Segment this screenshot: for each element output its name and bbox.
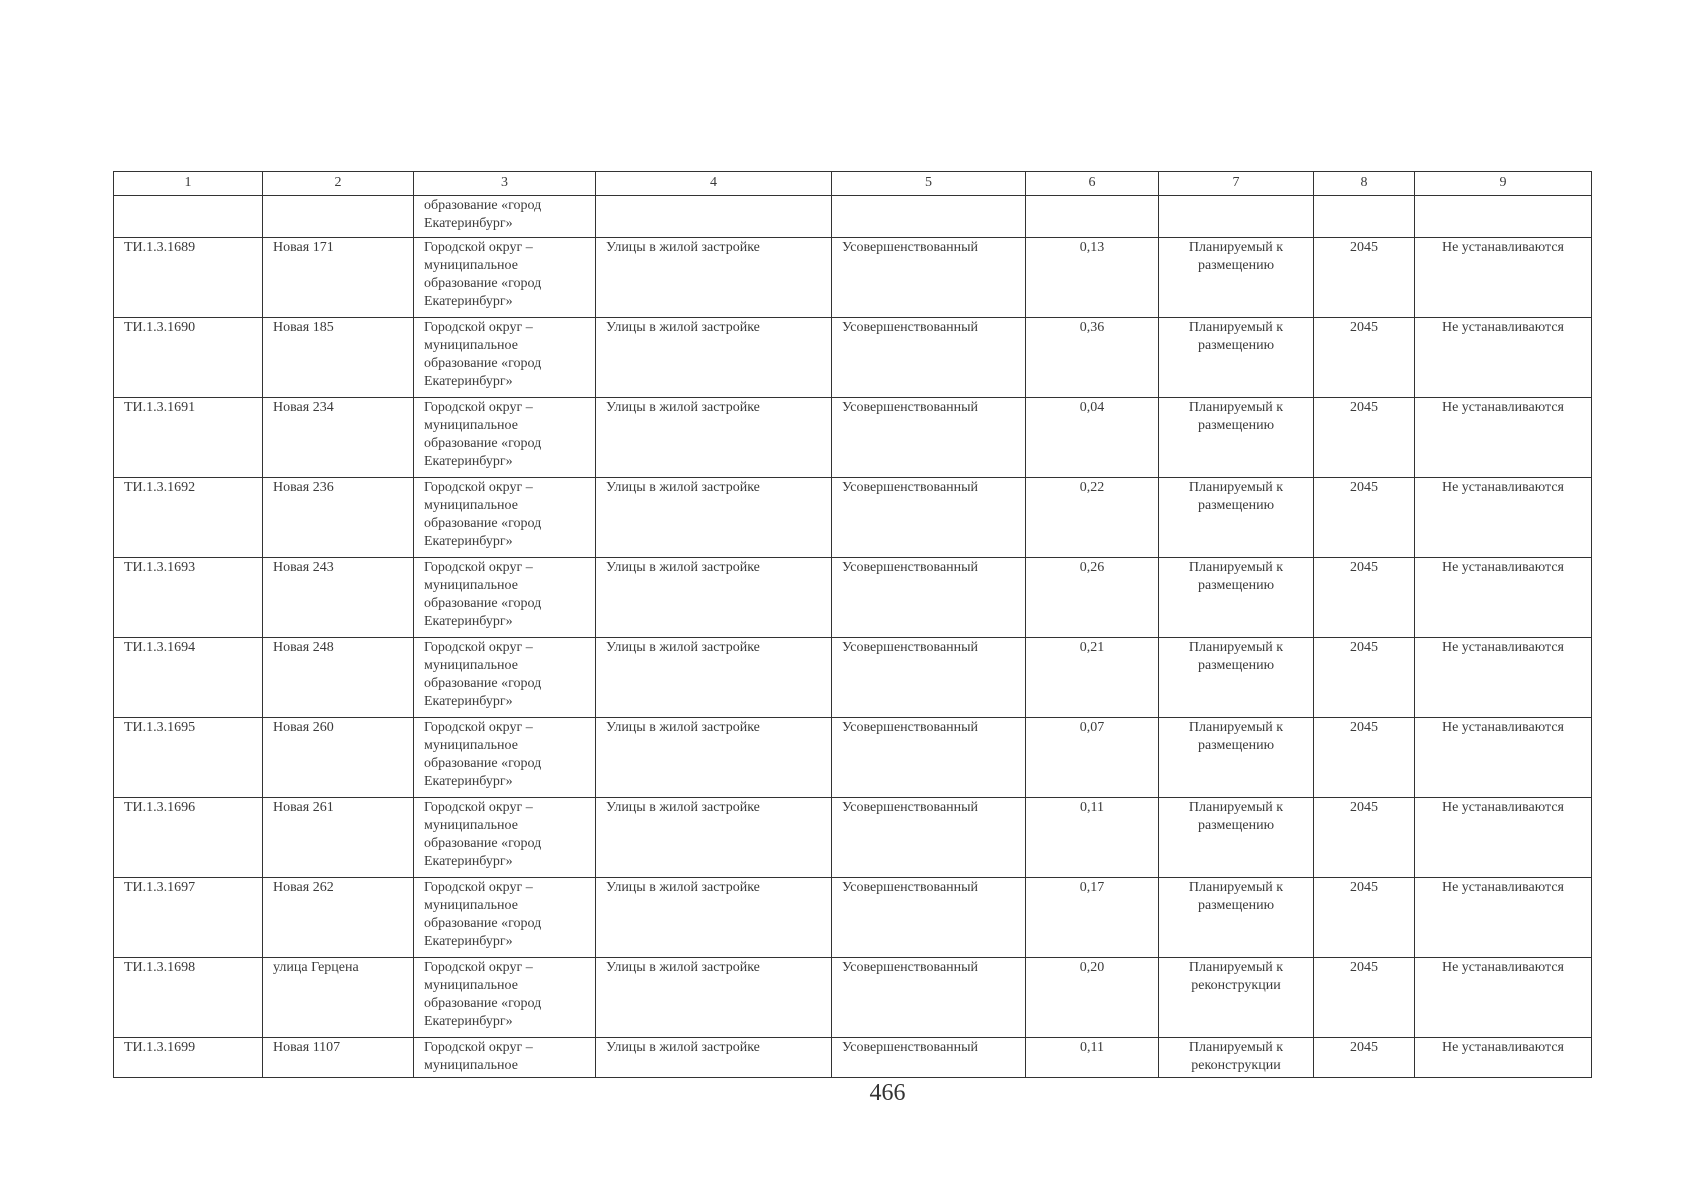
cell-surface: Усовершенствованный (832, 478, 1026, 558)
cell-name: улица Герцена (263, 958, 414, 1038)
cell-zone: Не устанавливаются (1415, 718, 1592, 798)
cell-year: 2045 (1314, 238, 1415, 318)
cell-year: 2045 (1314, 718, 1415, 798)
cell-municipality: Городской округ – муниципальное образование «город Екатеринбург» (414, 398, 596, 478)
cell-length: 0,04 (1026, 398, 1159, 478)
cell-category: Улицы в жилой застройке (596, 398, 832, 478)
page-number: 466 (869, 1080, 906, 1106)
cell-municipality: Городской округ – муниципальное образование «город Екатеринбург» (414, 478, 596, 558)
cell-municipality: Городской округ – муниципальное (414, 1038, 596, 1078)
table-row (114, 878, 1592, 958)
table-row (114, 398, 1592, 478)
cell-name: Новая 236 (263, 478, 414, 558)
cell-surface: Усовершенствованный (832, 1038, 1026, 1078)
cell-name: Новая 243 (263, 558, 414, 638)
cell-zone: Не устанавливаются (1415, 638, 1592, 718)
cell-zone: Не устанавливаются (1415, 238, 1592, 318)
cell-surface: Усовершенствованный (832, 878, 1026, 958)
cell-empty (114, 196, 263, 238)
cell-name: Новая 262 (263, 878, 414, 958)
cell-id: ТИ.1.3.1698 (114, 958, 263, 1038)
cell-length: 0,11 (1026, 798, 1159, 878)
cell-length: 0,22 (1026, 478, 1159, 558)
cell-zone: Не устанавливаются (1415, 1038, 1592, 1078)
cell-id: ТИ.1.3.1692 (114, 478, 263, 558)
cell-id: ТИ.1.3.1699 (114, 1038, 263, 1078)
cell-name: Новая 261 (263, 798, 414, 878)
cell-name: Новая 260 (263, 718, 414, 798)
cell-surface: Усовершенствованный (832, 718, 1026, 798)
cell-zone: Не устанавливаются (1415, 878, 1592, 958)
cell-id: ТИ.1.3.1689 (114, 238, 263, 318)
cell-municipality: Городской округ – муниципальное образование «город Екатеринбург» (414, 878, 596, 958)
cell-status: Планируемый к размещению (1159, 878, 1314, 958)
cell-category: Улицы в жилой застройке (596, 1038, 832, 1078)
cell-municipality: образование «город Екатеринбург» (414, 196, 596, 238)
table-row (114, 638, 1592, 718)
cell-id: ТИ.1.3.1696 (114, 798, 263, 878)
cell-status: Планируемый к размещению (1159, 638, 1314, 718)
cell-length: 0,26 (1026, 558, 1159, 638)
cell-length: 0,07 (1026, 718, 1159, 798)
cell-year: 2045 (1314, 1038, 1415, 1078)
cell-status: Планируемый к размещению (1159, 398, 1314, 478)
table-row (114, 238, 1592, 318)
cell-name: Новая 171 (263, 238, 414, 318)
cell-id: ТИ.1.3.1694 (114, 638, 263, 718)
cell-id: ТИ.1.3.1693 (114, 558, 263, 638)
column-header-1: 1 (114, 172, 263, 196)
cell-year: 2045 (1314, 878, 1415, 958)
cell-status: Планируемый к размещению (1159, 558, 1314, 638)
cell-length: 0,11 (1026, 1038, 1159, 1078)
cell-zone: Не устанавливаются (1415, 798, 1592, 878)
cell-municipality: Городской округ – муниципальное образование «город Екатеринбург» (414, 238, 596, 318)
continued-row (114, 196, 1592, 238)
cell-category: Улицы в жилой застройке (596, 638, 832, 718)
cell-year: 2045 (1314, 398, 1415, 478)
column-header-5: 5 (832, 172, 1026, 196)
cell-year: 2045 (1314, 318, 1415, 398)
cell-category: Улицы в жилой застройке (596, 958, 832, 1038)
table-row (114, 478, 1592, 558)
cell-name: Новая 234 (263, 398, 414, 478)
infrastructure-table (113, 171, 1592, 1078)
cell-status: Планируемый к размещению (1159, 238, 1314, 318)
table-row (114, 958, 1592, 1038)
cell-empty (1415, 196, 1592, 238)
cell-year: 2045 (1314, 958, 1415, 1038)
cell-empty (832, 196, 1026, 238)
cell-name: Новая 248 (263, 638, 414, 718)
cell-municipality: Городской округ – муниципальное образование «город Екатеринбург» (414, 318, 596, 398)
cell-category: Улицы в жилой застройке (596, 878, 832, 958)
cell-category: Улицы в жилой застройке (596, 238, 832, 318)
table-row (114, 558, 1592, 638)
column-header-9: 9 (1415, 172, 1592, 196)
cell-empty (596, 196, 832, 238)
cell-empty (263, 196, 414, 238)
cell-zone: Не устанавливаются (1415, 318, 1592, 398)
cell-zone: Не устанавливаются (1415, 478, 1592, 558)
cell-municipality: Городской округ – муниципальное образование «город Екатеринбург» (414, 798, 596, 878)
cell-surface: Усовершенствованный (832, 638, 1026, 718)
cell-surface: Усовершенствованный (832, 798, 1026, 878)
cell-category: Улицы в жилой застройке (596, 718, 832, 798)
column-header-8: 8 (1314, 172, 1415, 196)
column-header-6: 6 (1026, 172, 1159, 196)
cell-status: Планируемый к реконструкции (1159, 958, 1314, 1038)
cell-status: Планируемый к размещению (1159, 478, 1314, 558)
cell-year: 2045 (1314, 558, 1415, 638)
table-row (114, 318, 1592, 398)
cell-municipality: Городской округ – муниципальное образование «город Екатеринбург» (414, 558, 596, 638)
cell-length: 0,20 (1026, 958, 1159, 1038)
cell-zone: Не устанавливаются (1415, 958, 1592, 1038)
table-row (114, 1038, 1592, 1078)
cell-status: Планируемый к размещению (1159, 318, 1314, 398)
cell-length: 0,13 (1026, 238, 1159, 318)
cell-length: 0,17 (1026, 878, 1159, 958)
column-header-2: 2 (263, 172, 414, 196)
cell-id: ТИ.1.3.1690 (114, 318, 263, 398)
column-header-3: 3 (414, 172, 596, 196)
cell-municipality: Городской округ – муниципальное образование «город Екатеринбург» (414, 718, 596, 798)
cell-status: Планируемый к размещению (1159, 798, 1314, 878)
cell-zone: Не устанавливаются (1415, 558, 1592, 638)
cell-surface: Усовершенствованный (832, 238, 1026, 318)
cell-length: 0,21 (1026, 638, 1159, 718)
cell-empty (1159, 196, 1314, 238)
cell-category: Улицы в жилой застройке (596, 558, 832, 638)
cell-name: Новая 1107 (263, 1038, 414, 1078)
cell-municipality: Городской округ – муниципальное образование «город Екатеринбург» (414, 638, 596, 718)
cell-status: Планируемый к реконструкции (1159, 1038, 1314, 1078)
cell-id: ТИ.1.3.1697 (114, 878, 263, 958)
cell-surface: Усовершенствованный (832, 958, 1026, 1038)
cell-category: Улицы в жилой застройке (596, 478, 832, 558)
cell-category: Улицы в жилой застройке (596, 798, 832, 878)
cell-surface: Усовершенствованный (832, 318, 1026, 398)
column-header-4: 4 (596, 172, 832, 196)
cell-length: 0,36 (1026, 318, 1159, 398)
cell-year: 2045 (1314, 798, 1415, 878)
header-row (114, 172, 1592, 196)
cell-year: 2045 (1314, 638, 1415, 718)
cell-municipality: Городской округ – муниципальное образование «город Екатеринбург» (414, 958, 596, 1038)
cell-status: Планируемый к размещению (1159, 718, 1314, 798)
cell-empty (1314, 196, 1415, 238)
cell-year: 2045 (1314, 478, 1415, 558)
cell-id: ТИ.1.3.1695 (114, 718, 263, 798)
cell-zone: Не устанавливаются (1415, 398, 1592, 478)
cell-id: ТИ.1.3.1691 (114, 398, 263, 478)
cell-category: Улицы в жилой застройке (596, 318, 832, 398)
cell-empty (1026, 196, 1159, 238)
cell-surface: Усовершенствованный (832, 398, 1026, 478)
cell-name: Новая 185 (263, 318, 414, 398)
column-header-7: 7 (1159, 172, 1314, 196)
table-row (114, 718, 1592, 798)
cell-surface: Усовершенствованный (832, 558, 1026, 638)
table-row (114, 798, 1592, 878)
